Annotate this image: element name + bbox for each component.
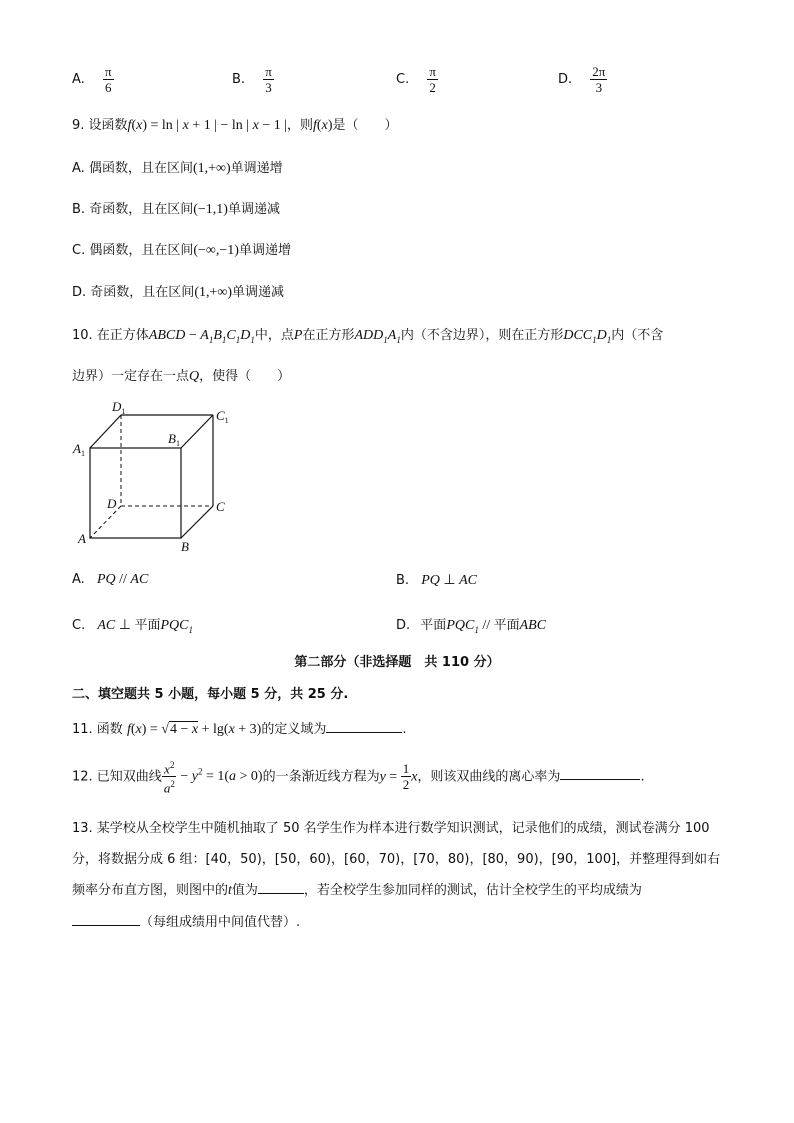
q13-line3: [72, 879, 642, 899]
label-b: B: [181, 539, 189, 554]
math-p: P: [293, 328, 303, 343]
math-pq: PQ: [421, 573, 440, 588]
q11-text: 11. 函数: [72, 722, 123, 737]
section2-title: 二、填空题共 5 小题，每小题 5 分，共 25 分.: [72, 687, 349, 702]
option-text: 平面: [493, 618, 520, 633]
math-ac: AC: [459, 573, 477, 588]
fraction-x2-a2: [162, 758, 177, 796]
math-expr: ) = ln |: [142, 118, 183, 133]
math-cube: ABCD: [148, 328, 186, 343]
math-x: x: [252, 118, 259, 133]
denominator: 2: [429, 80, 436, 95]
numerator: $x^2$: [164, 760, 175, 777]
q10-text: 内（不含边界），则在正方形: [400, 328, 564, 343]
label-c1: $C_1$: [216, 408, 229, 425]
math-minus: −: [185, 328, 201, 343]
q9-option-a: [72, 157, 283, 177]
q8-option-a: [72, 64, 114, 95]
interval: (−1,1): [193, 202, 228, 217]
option-text: 平面: [420, 618, 447, 633]
math-square-add1a1: $ADD_1A_1$: [354, 328, 401, 345]
answer-blank[interactable]: [326, 720, 402, 733]
math-fx: f: [127, 118, 132, 133]
numerator: π: [429, 64, 436, 79]
math-y: y: [379, 769, 386, 785]
q9-option-b: [72, 198, 280, 218]
option-text: 单调递增: [230, 161, 283, 176]
math-square-dcc1d1: $DCC_1D_1$: [563, 328, 612, 345]
math-fx: f: [313, 118, 317, 133]
interval: (1,+∞): [194, 285, 233, 300]
math-paren: (: [131, 118, 137, 133]
math-expr: − 1 |: [258, 118, 288, 133]
q13-text: 频率分布直方图，则图中的: [72, 883, 229, 898]
numerator: 1: [402, 761, 410, 777]
math-parallel: //: [478, 618, 494, 633]
math-pq-parallel-ac: PQ: [96, 572, 116, 587]
option-text: 偶函数，且在区间: [89, 243, 194, 258]
denominator: 3: [595, 80, 603, 95]
q10-text: 边界）一定存在一点: [72, 369, 190, 384]
q10-text: ，使得（ ）: [199, 369, 291, 384]
q10-option-c: [72, 614, 193, 635]
answer-blank[interactable]: [258, 881, 304, 894]
math-x: x: [411, 769, 418, 785]
math-paren: ): [327, 118, 333, 133]
numerator: π: [104, 64, 112, 79]
label-d1: $D_1$: [112, 399, 126, 416]
option-letter: B.: [396, 573, 410, 588]
answer-blank[interactable]: [72, 913, 140, 926]
q10-stem-line2: [72, 365, 290, 385]
q10-option-b: [396, 572, 477, 589]
q9-mid: ，则: [287, 118, 314, 133]
option-letter: A.: [72, 72, 85, 87]
q12-text: .: [640, 769, 645, 785]
math-x: x: [182, 118, 189, 133]
numerator: π: [265, 64, 272, 79]
q10-option-a: [72, 572, 148, 588]
q9-option-c: [72, 239, 291, 259]
option-text: 平面: [134, 618, 161, 633]
interval: (1,+∞): [192, 161, 231, 176]
q10-text: 10. 在正方体: [72, 328, 149, 343]
edge-bc: [181, 506, 213, 538]
q10-stem-line1: [72, 324, 663, 345]
math-t: t: [228, 883, 232, 898]
label-b1: $B_1$: [168, 431, 180, 448]
q13-line4: [72, 911, 300, 930]
option-text: 奇函数，且在区间: [89, 202, 194, 217]
option-letter: A.: [72, 161, 85, 176]
math-perp: ⊥: [115, 618, 135, 633]
label-a1: $A_1$: [73, 441, 85, 458]
math-q: Q: [189, 369, 200, 384]
q11-stem: [72, 718, 407, 738]
fraction: [427, 64, 438, 95]
math-eq: =: [385, 769, 401, 785]
q8-option-c: [396, 64, 438, 95]
q10-text: 中，点: [254, 328, 294, 343]
option-text: 单调递减: [227, 202, 280, 217]
q12-text: ，则该双曲线的离心率为: [417, 769, 561, 785]
q11-text: .: [402, 722, 407, 737]
option-text: 单调递增: [238, 243, 291, 258]
part2-title: 第二部分（非选择题 共 110 分）: [294, 655, 500, 670]
option-letter: C.: [72, 243, 86, 258]
denominator: 2: [402, 777, 410, 793]
math-expr: (: [130, 722, 136, 737]
q9-stem: [72, 114, 398, 134]
fraction: [590, 64, 607, 95]
option-letter: D.: [396, 618, 411, 633]
math-expr: − $y^2 = 1(a > 0)$: [176, 766, 263, 785]
math-expr: ) = √4 − x + lg(x + 3): [141, 722, 262, 737]
q12-text: 12. 已知双曲线: [72, 769, 162, 785]
math-parallel: //: [115, 572, 131, 587]
math-cube-top: $A_1B_1C_1D_1$: [200, 328, 255, 345]
math-x: x: [135, 722, 142, 737]
option-letter: B.: [72, 202, 86, 217]
denominator: $a^2$: [163, 779, 175, 796]
math-paren: (: [316, 118, 322, 133]
option-letter: C.: [72, 618, 86, 633]
q11-text: 的定义域为: [261, 722, 327, 737]
q10-text: 在正方形: [302, 328, 355, 343]
q8-option-b: [232, 64, 274, 95]
q13-line2: 分，将数据分成 6 组：[40，50)，[50，60)，[60，70)，[70，80)，[80，90)，[90，100]，并整理得到如右: [72, 852, 721, 867]
q8-option-d: [558, 64, 607, 95]
math-perp: ⊥: [439, 573, 460, 588]
denominator: 6: [104, 80, 112, 95]
q12-text: 的一条渐近线方程为: [262, 769, 380, 785]
fraction: [103, 64, 114, 95]
interval: (−∞,−1): [193, 243, 239, 258]
math-ac: AC: [97, 618, 116, 633]
math-plane-pqc1: $PQC_1$: [160, 618, 193, 635]
q13-text: （每组成绩用中间值代替）.: [140, 915, 301, 930]
option-letter: C.: [396, 72, 410, 87]
front-face: [90, 448, 181, 538]
option-text: 单调递减: [232, 285, 285, 300]
q13-text: ，若全校学生参加同样的测试，估计全校学生的平均成绩为: [303, 883, 642, 898]
option-letter: D.: [72, 285, 87, 300]
q10-text: 内（不含: [611, 328, 664, 343]
cube-figure: [70, 396, 240, 558]
q10-option-d: [396, 614, 546, 635]
q9-suffix: 是（ ）: [332, 118, 398, 133]
q12-stem: [72, 758, 645, 796]
math-expr: + 1 | − ln |: [188, 118, 253, 133]
q13-text: 值为: [231, 883, 258, 898]
label-d: D: [107, 496, 117, 511]
q13-line1: 13. 某学校从全校学生中随机抽取了 50 名学生作为样本进行数学知识测试，记录他们的成绩，测试卷满分 100: [72, 821, 710, 836]
math-ac: AC: [130, 572, 149, 587]
q9-option-d: [72, 281, 284, 301]
option-text: 偶函数，且在区间: [88, 161, 193, 176]
option-text: 奇函数，且在区间: [90, 285, 195, 300]
numerator: 2π: [592, 64, 606, 79]
fraction: [263, 64, 274, 95]
fraction-one-half: [401, 761, 412, 792]
math-fx: f: [126, 722, 131, 737]
math-x: x: [321, 118, 328, 133]
option-letter: D.: [558, 72, 573, 87]
math-plane-abc: ABC: [519, 618, 547, 633]
answer-blank[interactable]: [560, 767, 640, 780]
edge-b1c1: [181, 415, 213, 448]
math-x: x: [136, 118, 143, 133]
option-letter: B.: [232, 72, 246, 87]
label-a: A: [78, 531, 86, 546]
option-letter: A.: [72, 572, 85, 587]
math-plane-pqc1: $PQC_1$: [446, 618, 479, 635]
q9-prefix: 9. 设函数: [72, 118, 128, 133]
denominator: 3: [265, 80, 272, 95]
label-c: C: [216, 499, 225, 514]
edge-a1d1: [90, 415, 121, 448]
